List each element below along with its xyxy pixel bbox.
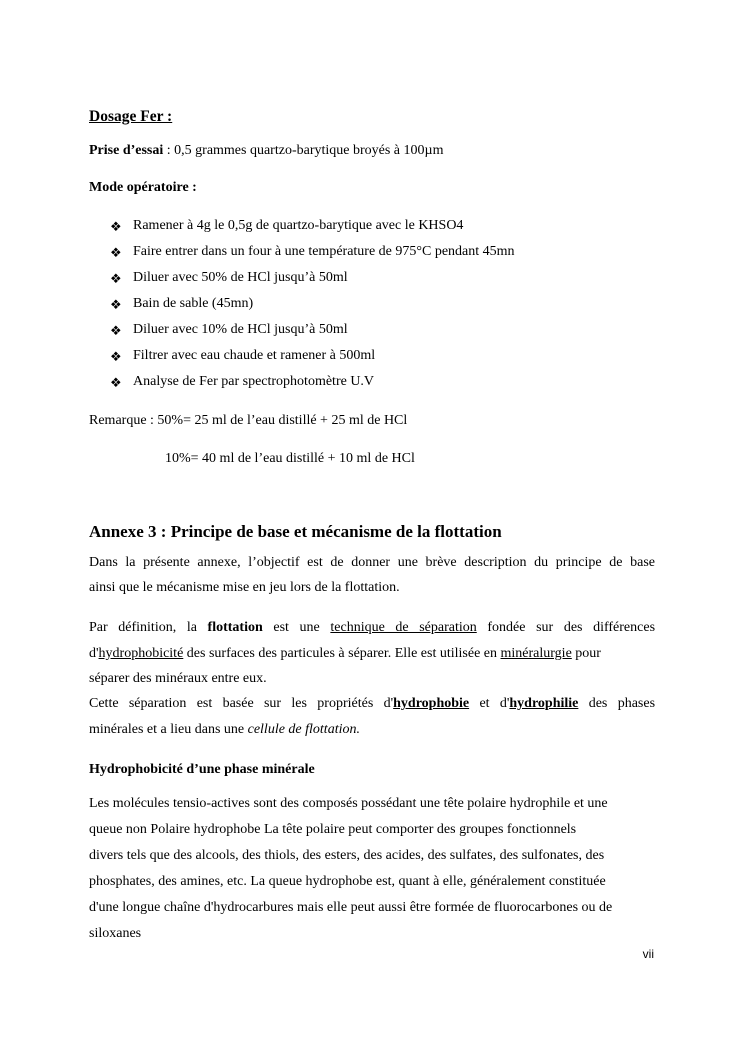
- word: fondée: [487, 620, 526, 635]
- word: des: [563, 620, 583, 635]
- intro-line-1: Dans la présente annexe, l’objectif est de donner une brève description du principe de base: [89, 555, 655, 570]
- list-item: Analyse de Fer par spectrophotomètre U.V: [133, 374, 375, 389]
- word: propriétés: [317, 696, 374, 711]
- prise-essai-label: Prise d’essai: [89, 143, 164, 158]
- word: la: [186, 620, 197, 635]
- term-cellule-flottation: cellule de flottation.: [247, 722, 360, 737]
- word: différences: [593, 620, 656, 635]
- subheading-hydrophobicite: Hydrophobicité d’une phase minérale: [89, 762, 315, 777]
- paragraph-line: queue non Polaire hydrophobe La tête polaire peut comporter des groupes fonctionnels: [89, 822, 577, 837]
- paragraph-line: d'une longue chaîne d'hydrocarbures mais elle peut aussi être formée de fluorocarbones ou de: [89, 900, 613, 915]
- word: Par: [89, 620, 108, 635]
- link-hydrophobicite[interactable]: hydrophobicité: [98, 646, 184, 661]
- paragraph-line: siloxanes: [89, 926, 142, 941]
- text: pour: [571, 646, 601, 661]
- diamond-bullet-icon: ❖: [110, 271, 122, 286]
- diamond-bullet-icon: ❖: [110, 323, 122, 338]
- text: d': [383, 696, 394, 711]
- diamond-bullet-icon: ❖: [110, 297, 122, 312]
- word: [384, 696, 470, 711]
- word: sur: [263, 696, 282, 711]
- diamond-bullet-icon: ❖: [110, 375, 122, 390]
- list-item: Diluer avec 50% de HCl jusqu’à 50ml: [133, 270, 348, 285]
- intro-line-2: ainsi que le mécanisme mise en jeu lors de la flottation.: [89, 580, 400, 595]
- section-title-dosage-fer: Dosage Fer :: [89, 108, 173, 125]
- prise-essai-line: [89, 143, 443, 159]
- word: séparation: [128, 696, 187, 711]
- link-mineralurgie[interactable]: minéralurgie: [500, 646, 572, 661]
- paragraph-line: divers tels que des alcools, des thiols, des esters, des acides, des sulfates, des sulfonates, des: [89, 848, 605, 863]
- remarque-line-1: Remarque : 50%= 25 ml de l’eau distillé + 25 ml de HCl: [89, 413, 408, 428]
- list-item: Faire entrer dans un four à une température de 975°C pendant 45mn: [133, 244, 515, 259]
- word: phases: [617, 696, 656, 711]
- text: des surfaces des particules à séparer. Elle est utilisée en: [183, 646, 501, 661]
- text: d': [89, 646, 99, 661]
- word: définition,: [118, 620, 177, 635]
- list-item: Bain de sable (45mn): [133, 296, 254, 311]
- definition-line-2: [89, 646, 601, 662]
- word: des: [588, 696, 608, 711]
- list-item: Diluer avec 10% de HCl jusqu’à 50ml: [133, 322, 348, 337]
- word: est: [196, 696, 213, 711]
- paragraph-line: phosphates, des amines, etc. La queue hydrophobe est, quant à elle, généralement constituée: [89, 874, 606, 889]
- word: et: [479, 696, 490, 711]
- list-item: Ramener à 4g le 0,5g de quartzo-barytique avec le KHSO4: [133, 218, 464, 233]
- diamond-bullet-icon: ❖: [110, 349, 122, 364]
- word: une: [299, 620, 320, 635]
- word: basée: [222, 696, 254, 711]
- diamond-bullet-icon: ❖: [110, 245, 122, 260]
- term-flottation: flottation: [207, 620, 263, 635]
- link-technique-separation[interactable]: technique de séparation: [330, 620, 477, 635]
- diamond-bullet-icon: ❖: [110, 219, 122, 234]
- list-item: Filtrer avec eau chaude et ramener à 500ml: [133, 348, 376, 363]
- definition-line-1: [89, 620, 655, 636]
- separation-line-2: [89, 722, 360, 738]
- word: Cette: [89, 696, 119, 711]
- definition-line-3: séparer des minéraux entre eux.: [89, 671, 267, 686]
- word: est: [273, 620, 289, 635]
- remarque-line-2: 10%= 40 ml de l’eau distillé + 10 ml de HCl: [165, 451, 415, 466]
- prise-essai-value: : 0,5 grammes quartzo-barytique broyés à 100µm: [163, 143, 444, 158]
- word: les: [291, 696, 307, 711]
- page-number: vii: [642, 947, 654, 961]
- word: [500, 696, 579, 711]
- text: d': [499, 696, 510, 711]
- section-title-annexe-3: Annexe 3 : Principe de base et mécanisme de la flottation: [89, 522, 502, 541]
- separation-line-1: [89, 696, 655, 712]
- mode-operatoire-label: Mode opératoire :: [89, 180, 197, 195]
- text: minérales et a lieu dans une: [89, 722, 248, 737]
- link-hydrophobie[interactable]: hydrophobie: [393, 696, 470, 711]
- word: sur: [536, 620, 554, 635]
- link-hydrophilie[interactable]: hydrophilie: [509, 696, 579, 711]
- paragraph-line: Les molécules tensio-actives sont des composés possédant une tête polaire hydrophile et une: [89, 796, 608, 811]
